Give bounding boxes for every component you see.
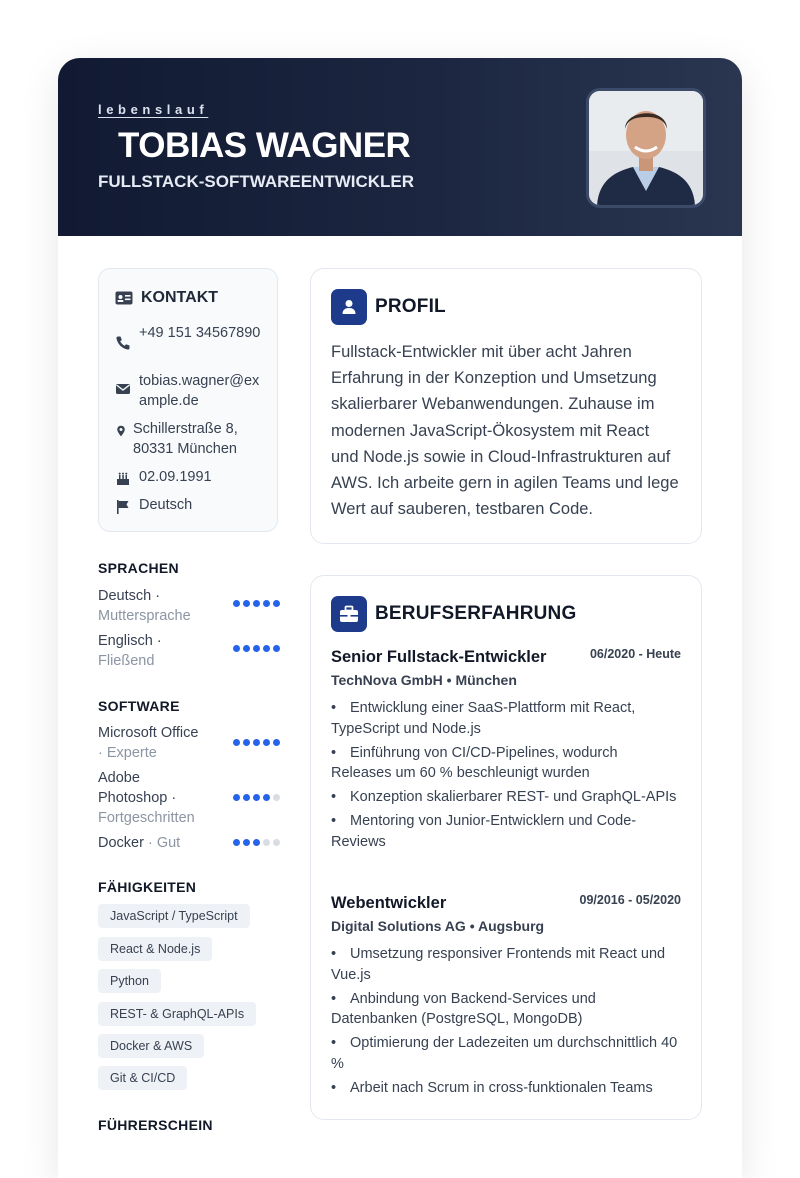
job-bullet: • Mentoring von Junior-Entwicklern und Code-Reviews (331, 811, 681, 852)
skill-chip: JavaScript / TypeScript (98, 904, 250, 928)
software-item: Docker · Gut (98, 833, 280, 853)
birthday-cake-icon (115, 471, 131, 487)
job-date: 09/2016 - 05/2020 (579, 893, 681, 907)
language-name: Englisch (98, 633, 153, 649)
skill-chip: Python (98, 969, 161, 993)
job-bullet: • Arbeit nach Scrum in cross-funktionalen Teams (331, 1078, 681, 1099)
header-eyebrow: lebenslauf (98, 102, 209, 117)
job-company: Digital Solutions AG • Augsburg (331, 918, 545, 934)
map-pin-icon (115, 423, 127, 439)
profile-heading: PROFIL (375, 296, 446, 317)
software-name: Microsoft Office (98, 725, 199, 741)
rating-dots (233, 600, 280, 607)
phone-icon (115, 335, 131, 351)
rating-dots (233, 739, 280, 746)
job-date: 06/2020 - Heute (589, 647, 681, 661)
experience-header (331, 596, 576, 632)
profile-photo (586, 88, 706, 208)
software-level: Gut (156, 835, 181, 851)
phone-value: +49 151 34567890 (139, 325, 261, 341)
language-level: Muttersprache (98, 608, 191, 624)
contact-phone[interactable] (115, 323, 265, 351)
email-value: tobias.wagner@example.de (139, 373, 260, 409)
user-icon (331, 289, 367, 325)
profile-header (331, 289, 446, 325)
software-level: Experte (106, 745, 157, 761)
birthdate-value: 02.09.1991 (139, 469, 212, 485)
contact-heading-text: KONTAKT (141, 289, 219, 306)
contact-address (115, 419, 265, 459)
rating-dots (233, 794, 280, 801)
job-bullet: • Optimierung der Ladezeiten um durchschnittlich 40 % (331, 1033, 681, 1074)
software-item: Microsoft Office · Experte (98, 723, 280, 763)
contact-heading (115, 289, 218, 307)
language-item: Deutsch · Muttersprache (98, 586, 280, 626)
experience-heading: BERUFSERFAHRUNG (375, 603, 577, 624)
language-name: Deutsch (98, 588, 152, 604)
software-heading: SOFTWARE (98, 698, 180, 714)
profile-summary: Fullstack-Entwickler mit über acht Jahren Erfahrung in der Konzeption und Umsetzung skalierbarer Webanwendungen. Zuhause im modernen JavaScript-Ökosystem mit React und Node.js sowie in Cloud-Infrastrukturen auf AWS. Ich arbeite gern in agilen Teams und lege Wert auf sauberen, testbaren Code. (331, 343, 679, 519)
languages-heading: SPRACHEN (98, 560, 179, 576)
job-bullet: • Konzeption skalierbarer REST- und GraphQL-APIs (331, 787, 681, 808)
experience-panel (310, 575, 702, 1120)
job-bullet: • Anbindung von Backend-Services und Datenbanken (PostgreSQL, MongoDB) (331, 989, 681, 1030)
job-bullet: • Entwicklung einer SaaS-Plattform mit React, TypeScript und Node.js (331, 698, 681, 739)
resume-header (58, 58, 742, 236)
rating-dots (233, 645, 280, 652)
nationality-value: Deutsch (139, 497, 193, 513)
skill-chip: Docker & AWS (98, 1034, 204, 1058)
job-title: Senior Fullstack-Entwickler (331, 648, 547, 666)
id-card-icon (115, 291, 133, 305)
skill-chip: React & Node.js (98, 937, 212, 961)
job-bullets (331, 944, 681, 1102)
rating-dots (233, 839, 280, 846)
candidate-title: FULLSTACK-SOFTWAREENTWICKLER (98, 172, 415, 191)
profile-panel (310, 268, 702, 544)
job-company: TechNova GmbH • München (331, 672, 517, 688)
software-name: Adobe Photoshop (98, 770, 168, 806)
job-bullet: • Einführung von CI/CD-Pipelines, wodurch Releases um 60 % beschleunigt wurden (331, 743, 681, 784)
software-level: Fortgeschritten (98, 810, 195, 826)
envelope-icon (115, 381, 131, 397)
software-item: Adobe Photoshop · Fortgeschritten (98, 768, 280, 828)
license-heading: FÜHRERSCHEIN (98, 1117, 213, 1133)
job-bullets (331, 698, 681, 856)
skills-heading: FÄHIGKEITEN (98, 879, 197, 895)
candidate-name: TOBIAS WAGNER (118, 126, 411, 165)
contact-box (98, 268, 278, 532)
resume-card (58, 58, 742, 1178)
language-item: Englisch · Fließend (98, 631, 280, 671)
skill-chip: Git & CI/CD (98, 1066, 187, 1090)
contact-nationality (115, 495, 265, 515)
skill-chip: REST- & GraphQL-APIs (98, 1002, 256, 1026)
address-value: Schillerstraße 8, 80331 München (133, 421, 238, 457)
flag-icon (115, 499, 131, 515)
contact-email[interactable] (115, 371, 265, 411)
job-title: Webentwickler (331, 894, 447, 912)
software-name: Docker (98, 835, 144, 851)
briefcase-icon (331, 596, 367, 632)
language-level: Fließend (98, 653, 155, 669)
job-bullet: • Umsetzung responsiver Frontends mit React und Vue.js (331, 944, 681, 985)
contact-birthdate (115, 467, 265, 487)
